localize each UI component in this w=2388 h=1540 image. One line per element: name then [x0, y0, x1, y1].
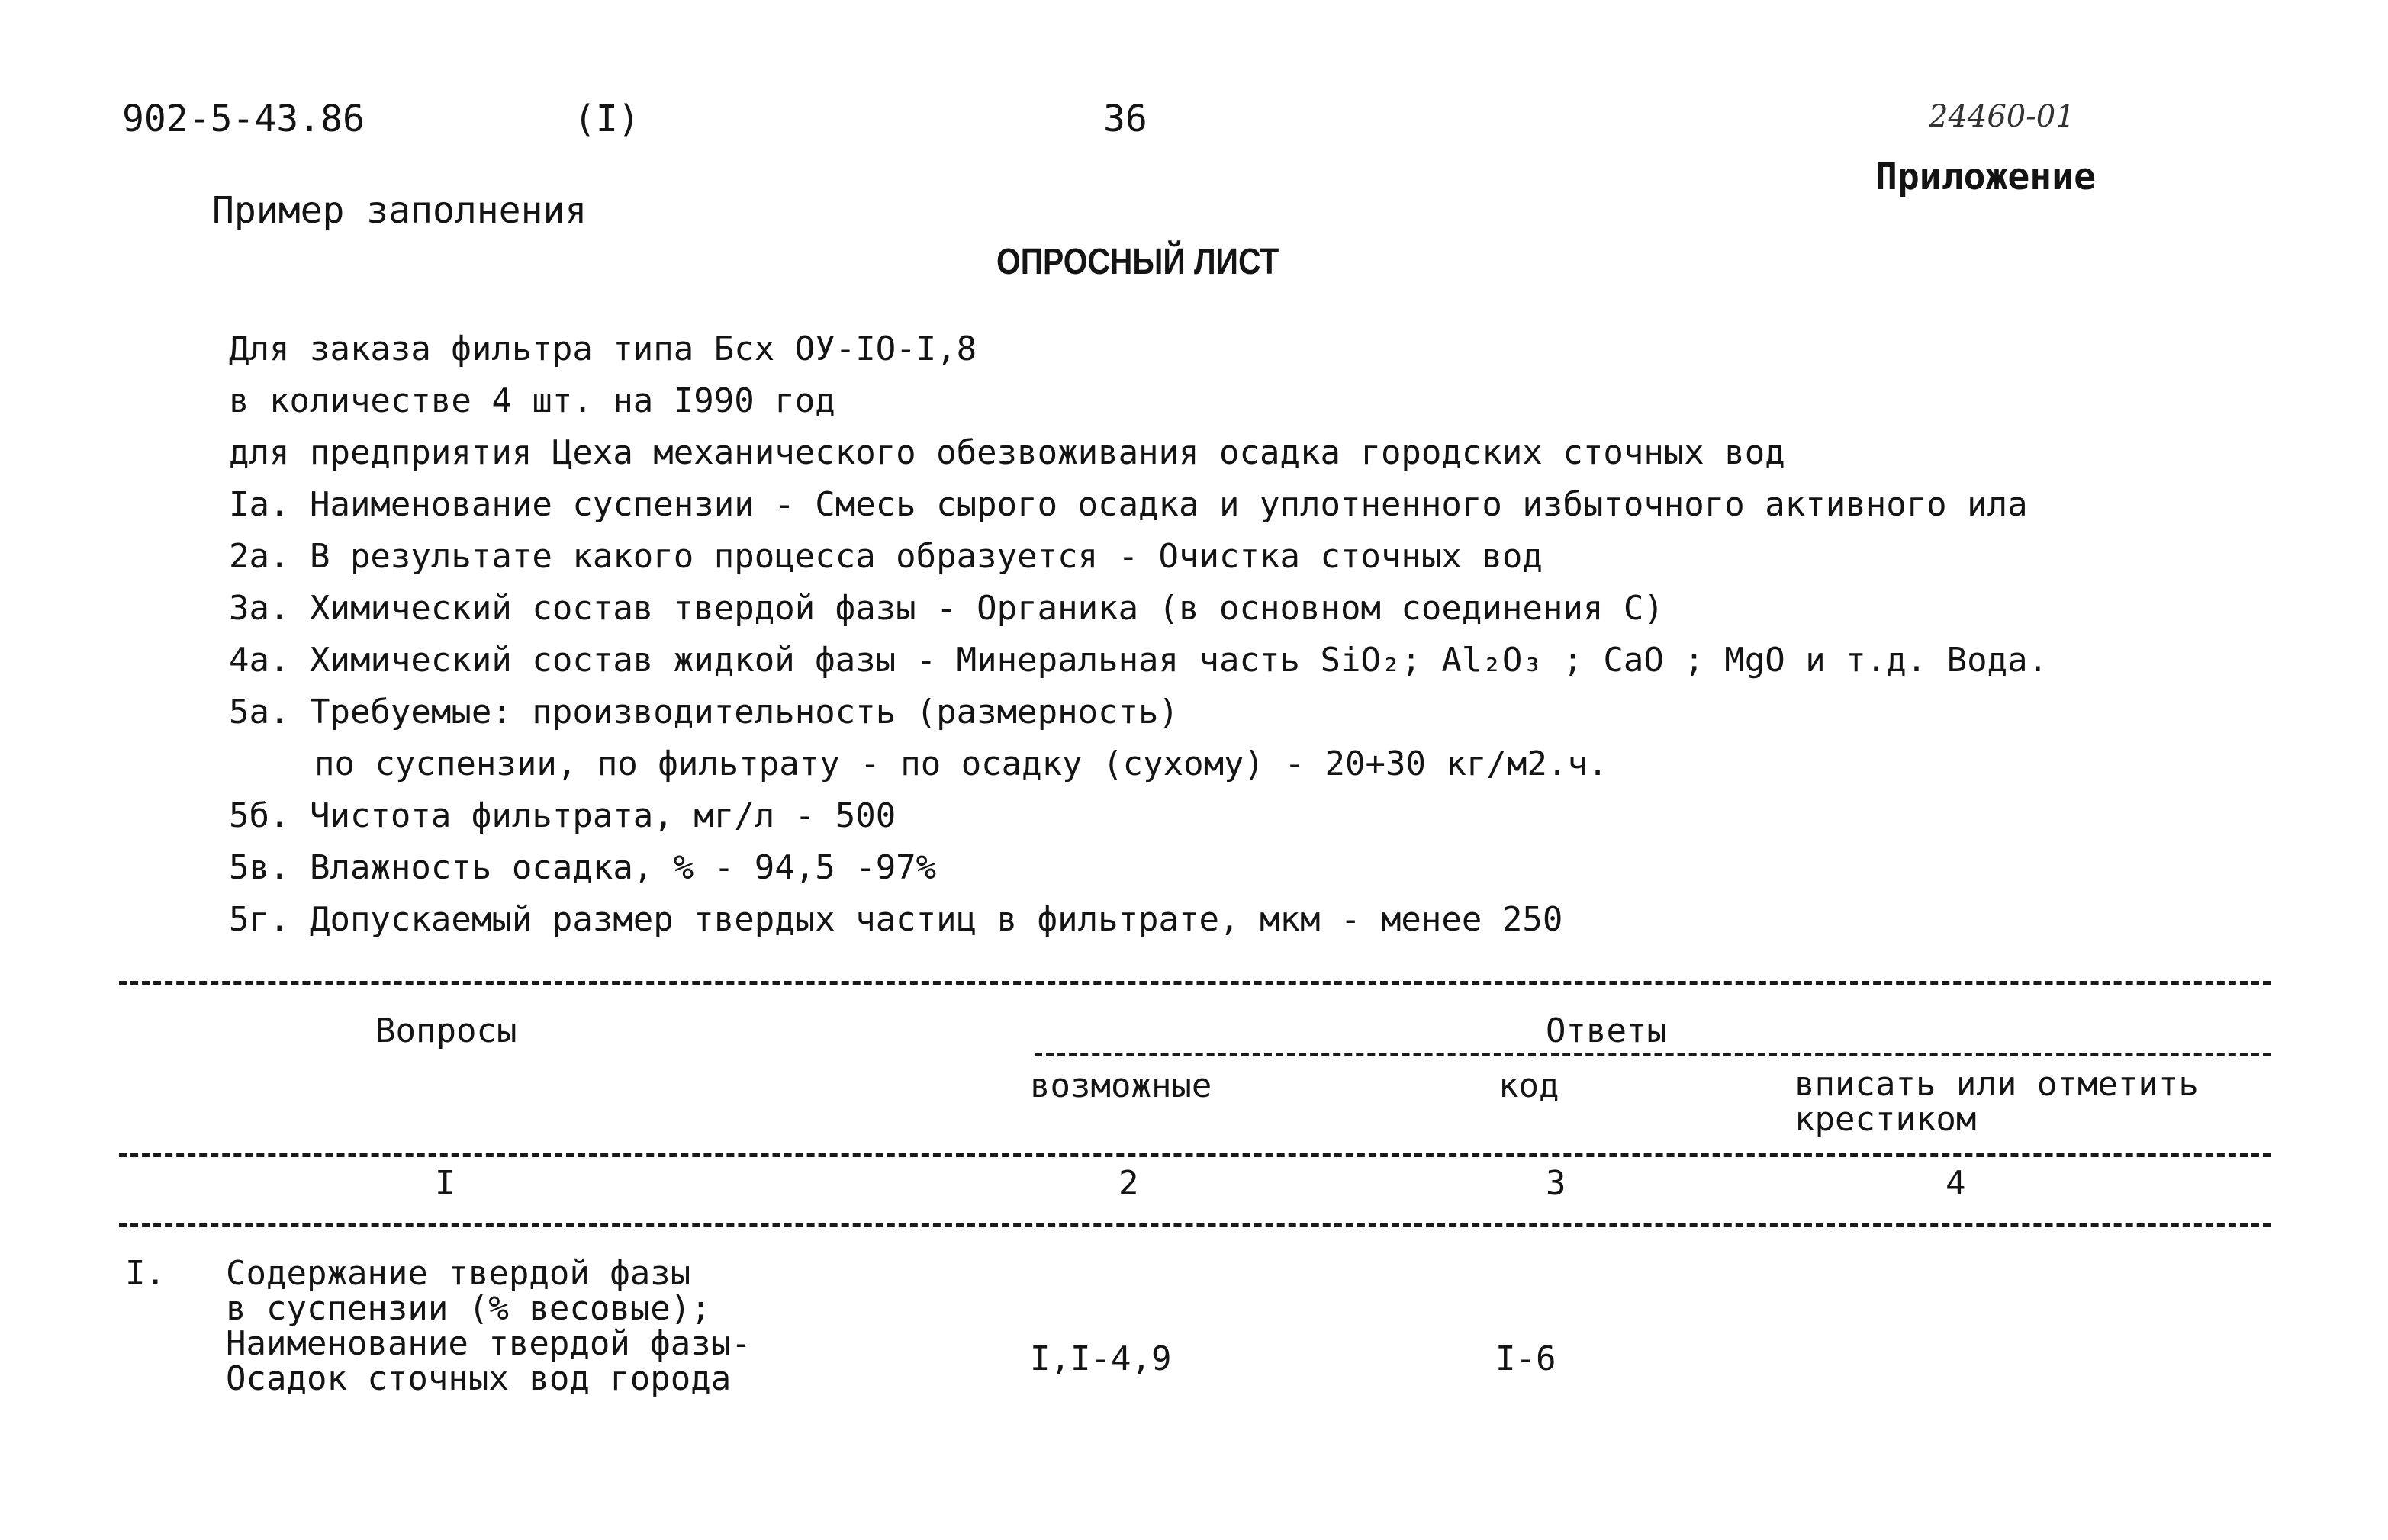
form-line-quantity: в количестве 4 шт. на I990 год: [229, 381, 835, 420]
column-header-questions: Вопросы: [375, 1011, 517, 1050]
form-line-5g: 5г. Допускаемый размер твердых частиц в фильтрате, мкм - менее 250: [229, 900, 1563, 939]
form-line-5a: 5а. Требуемые: производительность (размерность): [229, 693, 1180, 731]
column-number-3: 3: [1546, 1164, 1566, 1203]
column-number-2: 2: [1118, 1164, 1139, 1203]
form-line-4a: 4а. Химический состав жидкой фазы - Минеральная часть SiO₂; Al₂O₃ ; CaO ; MgO и т.д. Вода.: [229, 641, 2048, 680]
form-line-1a: Iа. Наименование суспензии - Смесь сырого осадка и уплотненного избыточного активного ила: [229, 485, 2028, 524]
form-line-5a-detail: по суспензии, по фильтрату - по осадку (сухому) - 20+30 кг/м2.ч.: [314, 744, 1608, 783]
column-number-1: I: [435, 1164, 455, 1203]
row-question-line4: Осадок сточных вод города: [226, 1359, 732, 1398]
row-number: I.: [125, 1254, 166, 1293]
column-number-4: 4: [1945, 1164, 1966, 1203]
row-code: I-6: [1495, 1339, 1556, 1378]
sample-note: Пример заполнения: [212, 189, 587, 232]
form-line-filter-type: Для заказа фильтра типа Бсх ОУ-IO-I,8: [229, 330, 977, 368]
subheader-code: код: [1498, 1066, 1559, 1105]
form-line-5b: 5б. Чистота фильтрата, мг/л - 500: [229, 796, 896, 835]
subheader-possible: возможные: [1030, 1066, 1212, 1105]
form-line-2a: 2а. В результате какого процесса образуется - Очистка сточных вод: [229, 537, 1543, 576]
document-code: 902-5-43.86: [122, 98, 365, 140]
row-question-line2: в суспензии (% весовые);: [226, 1289, 711, 1328]
header-bottom-rule: [119, 1153, 2271, 1157]
subheader-mark-line2: крестиком: [1794, 1100, 1977, 1139]
column-header-answers: Ответы: [1540, 1011, 1673, 1050]
page-number: 36: [1103, 98, 1147, 140]
inventory-number: 24460-01: [1929, 99, 2075, 134]
numbers-bottom-rule: [119, 1223, 2271, 1227]
page-title: ОПРОСНЫЙ ЛИСТ: [996, 242, 1279, 282]
form-line-enterprise: для предприятия Цеха механического обезвоживания осадка городских сточных вод: [229, 433, 1785, 472]
table-top-rule: [119, 981, 2271, 985]
issue-number: (I): [574, 98, 640, 140]
form-line-3a: 3а. Химический состав твердой фазы - Органика (в основном соединения С): [229, 589, 1664, 628]
answers-rule: [1035, 1053, 2271, 1056]
row-possible-answer: I,I-4,9: [1030, 1339, 1172, 1378]
appendix-label: Приложение: [1875, 156, 2096, 198]
subheader-mark-line1: вписать или отметить: [1794, 1065, 2199, 1104]
form-line-5v: 5в. Влажность осадка, % - 94,5 -97%: [229, 848, 937, 887]
row-question-line3: Наименование твердой фазы-: [226, 1324, 751, 1363]
row-question-line1: Содержание твердой фазы: [226, 1254, 691, 1293]
